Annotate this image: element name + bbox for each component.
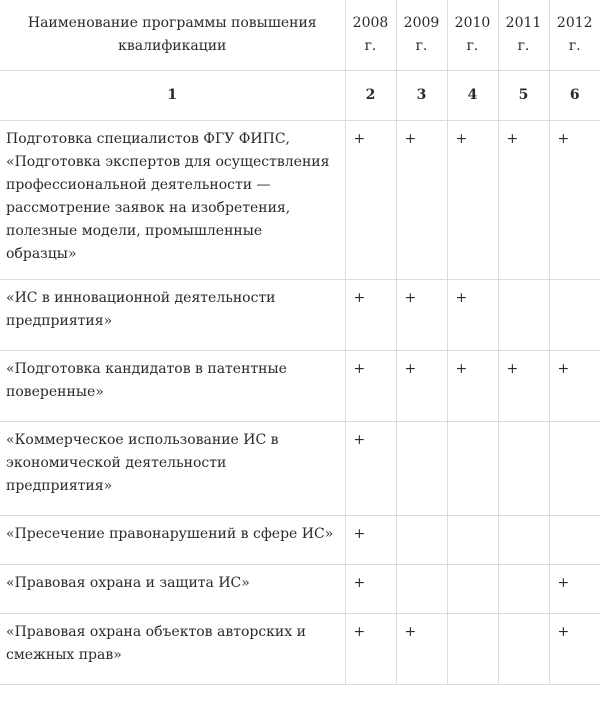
mark-cell: + <box>498 350 549 421</box>
mark-cell: + <box>396 279 447 350</box>
mark-cell: + <box>447 350 498 421</box>
mark-cell <box>447 564 498 613</box>
table-row <box>0 350 600 421</box>
program-name: «ИС в инновационной деятельности предприятия» <box>0 279 345 350</box>
program-name: «Подготовка кандидатов в патентные поверенные» <box>0 350 345 421</box>
header-year-2010: 2010 г. <box>447 0 498 70</box>
mark-cell <box>447 515 498 564</box>
program-name: «Правовая охрана и защита ИС» <box>0 564 345 613</box>
header-program-name: Наименование программы повышения квалификации <box>0 0 345 70</box>
mark-cell <box>549 421 600 515</box>
mark-cell: + <box>447 279 498 350</box>
column-number: 2 <box>345 70 396 120</box>
mark-cell: + <box>447 120 498 279</box>
mark-cell: + <box>396 120 447 279</box>
mark-cell: + <box>498 120 549 279</box>
header-year-2011: 2011 г. <box>498 0 549 70</box>
program-name: «Коммерческое использование ИС в экономической деятельности предприятия» <box>0 421 345 515</box>
table-row <box>0 279 600 350</box>
mark-cell <box>396 421 447 515</box>
program-name: «Пресечение правонарушений в сфере ИС» <box>0 515 345 564</box>
mark-cell: + <box>345 421 396 515</box>
column-number: 5 <box>498 70 549 120</box>
table-row <box>0 613 600 684</box>
mark-cell <box>498 279 549 350</box>
mark-cell <box>498 421 549 515</box>
mark-cell: + <box>549 120 600 279</box>
mark-cell: + <box>345 564 396 613</box>
column-numbers-row <box>0 70 600 120</box>
mark-cell <box>447 613 498 684</box>
mark-cell <box>396 564 447 613</box>
program-name: Подготовка специалистов ФГУ ФИПС, «Подготовка экспертов для осуществления профессиональной деятельности — рассмотрение заявок на изобретения, полезные модели, промышленные образцы» <box>0 120 345 279</box>
mark-cell: + <box>396 350 447 421</box>
table-row <box>0 421 600 515</box>
mark-cell <box>498 613 549 684</box>
mark-cell <box>396 515 447 564</box>
header-year-2012: 2012 г. <box>549 0 600 70</box>
mark-cell: + <box>345 279 396 350</box>
header-year-2009: 2009 г. <box>396 0 447 70</box>
column-number: 4 <box>447 70 498 120</box>
mark-cell: + <box>345 515 396 564</box>
mark-cell: + <box>549 613 600 684</box>
column-number: 6 <box>549 70 600 120</box>
mark-cell: + <box>549 350 600 421</box>
mark-cell: + <box>345 120 396 279</box>
mark-cell <box>549 279 600 350</box>
mark-cell: + <box>345 350 396 421</box>
header-row <box>0 0 600 70</box>
table-row <box>0 515 600 564</box>
column-number: 1 <box>0 70 345 120</box>
mark-cell <box>498 515 549 564</box>
header-year-2008: 2008 г. <box>345 0 396 70</box>
mark-cell: + <box>345 613 396 684</box>
table-row <box>0 120 600 279</box>
mark-cell <box>549 515 600 564</box>
mark-cell: + <box>549 564 600 613</box>
mark-cell <box>447 421 498 515</box>
mark-cell <box>498 564 549 613</box>
table-row <box>0 564 600 613</box>
column-number: 3 <box>396 70 447 120</box>
mark-cell: + <box>396 613 447 684</box>
program-name: «Правовая охрана объектов авторских и смежных прав» <box>0 613 345 684</box>
